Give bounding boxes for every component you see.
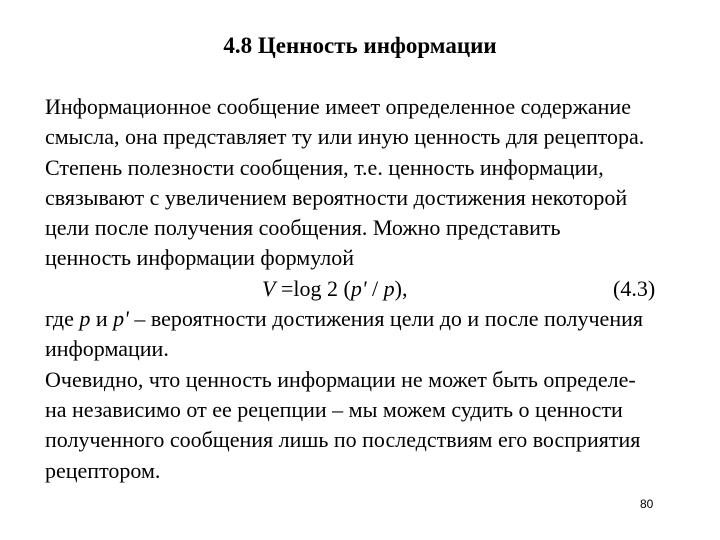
formula-text-eq: =log 2 ( bbox=[275, 275, 351, 301]
where-var-p: p bbox=[79, 306, 91, 332]
formula-text-end: ), bbox=[394, 275, 408, 301]
equation-number: (4.3) bbox=[613, 275, 656, 301]
text-line: Информационное сообщение имеет определенное содержание bbox=[45, 94, 631, 119]
text-line: рецептором. bbox=[45, 457, 161, 483]
where-line bbox=[45, 304, 705, 334]
text-line: на независимо от ее рецепции – мы можем судить о ценности bbox=[45, 396, 623, 422]
where-var-p-prime: p' bbox=[113, 306, 129, 332]
formula-var-p: p bbox=[383, 275, 395, 301]
text-line: цели после получения сообщения. Можно представить bbox=[45, 215, 561, 241]
body-text bbox=[45, 92, 705, 486]
page-title: 4.8 Ценность информации bbox=[223, 33, 497, 58]
text-line: связывают с увеличением вероятности достижения некоторой bbox=[45, 184, 628, 210]
text-line: полученного сообщения лишь по последствиям его восприятия bbox=[45, 427, 641, 453]
page-number: 80 bbox=[640, 497, 654, 511]
text-line: Степень полезности сообщения, т.е. ценность информации, bbox=[45, 154, 604, 180]
where-prefix: где bbox=[45, 306, 80, 332]
formula-var-v: V bbox=[262, 275, 276, 301]
text-line: Очевидно, что ценность информации не может быть определе- bbox=[45, 366, 636, 392]
formula bbox=[262, 274, 407, 304]
formula-line bbox=[45, 274, 705, 304]
where-middle: и bbox=[90, 306, 114, 332]
formula-var-p-prime: p' bbox=[350, 275, 367, 301]
text-line: смысла, она представляет ту или иную ценность для рецептора. bbox=[45, 124, 645, 150]
formula-text-div: / bbox=[366, 275, 384, 301]
text-line: ценность информации формулой bbox=[45, 245, 354, 271]
text-line: информации. bbox=[45, 336, 169, 362]
where-suffix: – вероятности достижения цели до и после получения bbox=[128, 306, 643, 332]
